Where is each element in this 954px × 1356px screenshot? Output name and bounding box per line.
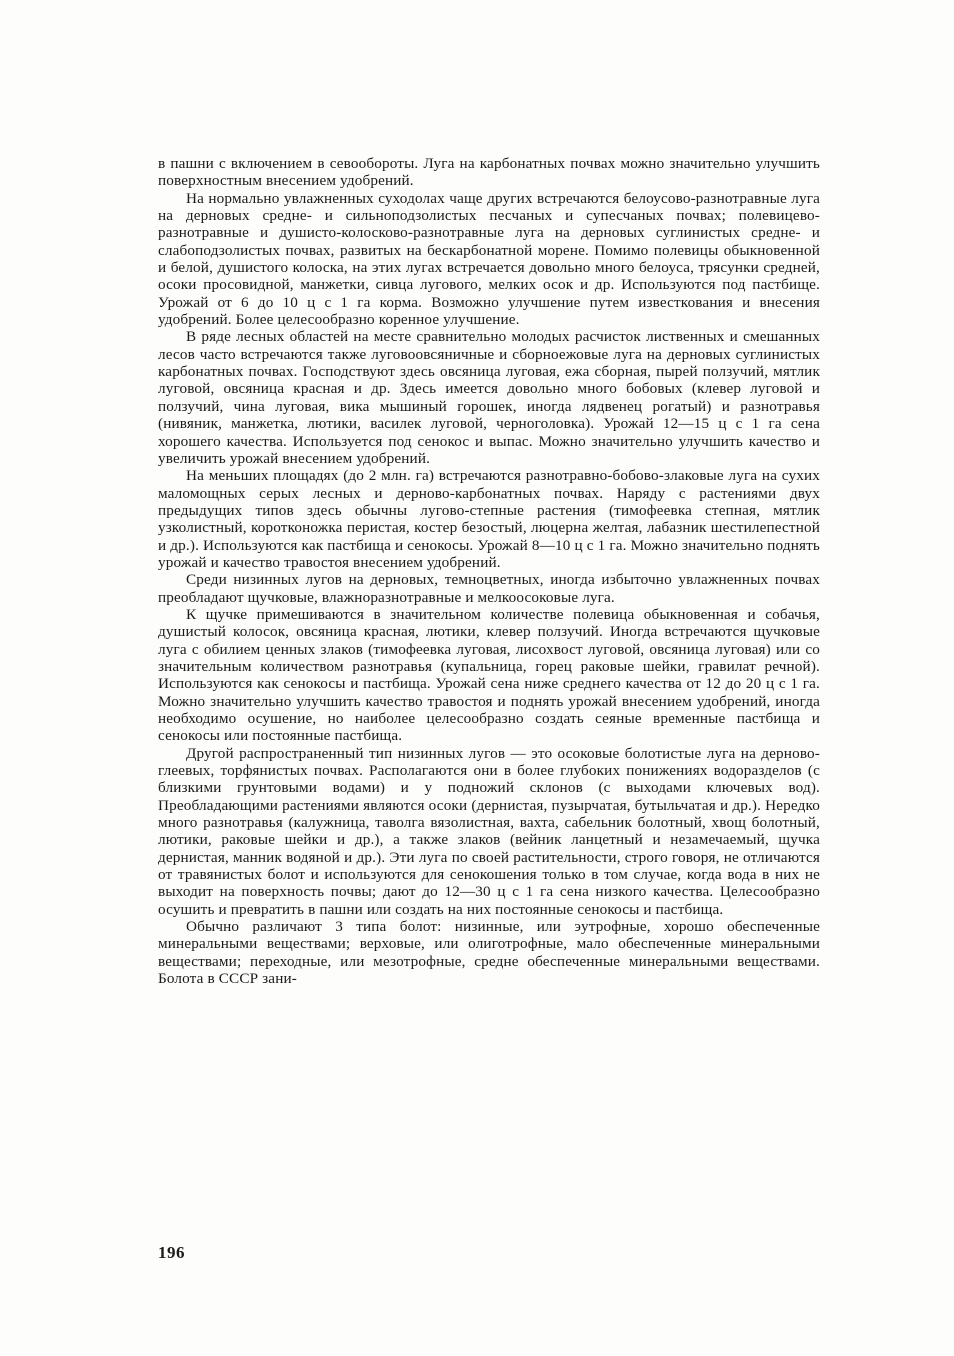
- paragraph-sedge-meadows: Другой распространенный тип низинных лугов — это осоковые болотистые луга на дерново-глеевых, торфянистых почвах. Располагаются они в более глубоких понижениях водоразделов (с близкими грунтовыми водами) и у подножий склонов (с выходами ключевых вод). Преобладающими растениями являются осоки (дернистая, пузырчатая, бутыльчатая и др.). Нередко много разнотравья (калужница, таволга вязолистная, вахта, сабельник болотный, хвощ болотный, лютики, раковые шейки и др.), а также злаков (вейник ланцетный и незамечаемый, щучка дернистая, манник водяной и др.). Эти луга по своей растительности, строго говоря, не отличаются от травянистых болот и используются для сенокошения только в том случае, когда вода в них не выходит на поверхность почвы; дают до 12—30 ц с 1 га сена низкого качества. Целесообразно осушить и превратить в пашни или создать на них постоянные сенокосы и пастбища.: [158, 744, 820, 918]
- paragraph-lowland-meadows: Среди низинных лугов на дерновых, темноцветных, иногда избыточно увлажненных почвах преобладают щучковые, влажноразнотравные и мелкоосоковые луга.: [158, 571, 820, 606]
- body-text: [158, 155, 820, 988]
- paragraph-forb-legume-grass: На меньших площадях (до 2 млн. га) встречаются разнотравно-бобово-злаковые луга на сухих маломощных серых лесных и дерново-карбонатных почвах. Наряду с растениями двух предыдущих типов здесь обычны лугово-степные растения (тимофеевка степная, мятлик узколистный, коротконожка перистая, костер безостый, люцерна желтая, лабазник шестилепестной и др.). Используются как пастбища и сенокосы. Урожай 8—10 ц с 1 га. Можно значительно поднять урожай и качество травостоя внесением удобрений.: [158, 467, 820, 571]
- paragraph-dry-meadows: На нормально увлажненных суходолах чаще других встречаются белоусово-разнотравные луга на дерновых средне- и сильноподзолистых песчаных и супесчаных почвах; полевицево-разнотравные и душисто-колосково-разнотравные луга на дерновых суглинистых средне- и слабоподзолистых почвах, развитых на бескарбонатной морене. Помимо полевицы обыкновенной и белой, душистого колоска, на этих лугах встречается довольно много белоуса, трясунки средней, осоки просовидной, манжетки, сивца лугового, мелких осок и др. Используются под пастбище. Урожай от 6 до 10 ц с 1 га корма. Возможно улучшение путем известкования и внесения удобрений. Более целесообразно коренное улучшение.: [158, 189, 820, 329]
- paragraph-continuation: в пашни с включением в севообороты. Луга на карбонатных почвах можно значительно улучшить поверхностным внесением удобрений.: [158, 155, 820, 190]
- paragraph-bog-types: Обычно различают 3 типа болот: низинные, или эутрофные, хорошо обеспеченные минеральными веществами; верховые, или олиготрофные, мало обеспеченные минеральными веществами; переходные, или мезотрофные, средне обеспеченные минеральными веществами. Болота в СССР зани-: [158, 918, 820, 988]
- paragraph-tufted-hairgrass: К щучке примешиваются в значительном количестве полевица обыкновенная и собачья, душистый колосок, овсяница красная, лютики, клевер ползучий. Иногда встречаются щучковые луга с обилием ценных злаков (тимофеевка луговая, лисохвост луговой, овсяница луговая) или со значительным количеством разнотравья (купальница, горец раковые шейки, гравилат речной). Используются как сенокосы и пастбища. Урожай сена ниже среднего качества от 12 до 20 ц с 1 га. Можно значительно улучшить качество травостоя и поднять урожай внесением удобрений, иногда необходимо осушение, но наиболее целесообразно создать сеяные временные пастбища и сенокосы или постоянные пастбища.: [158, 605, 820, 745]
- paragraph-forest-clearings: В ряде лесных областей на месте сравнительно молодых расчисток лиственных и смешанных лесов часто встречаются также луговоовсяничные и сборноежовые луга на дерновых суглинистых карбонатных почвах. Господствуют здесь овсяница луговая, ежа сборная, пырей ползучий, мятлик луговой, овсяница красная и др. Здесь имеется довольно много бобовых (клевер луговой и ползучий, чина луговая, вика мышиный горошек, иногда лядвенец рогатый) и разнотравья (нивяник, манжетка, лютики, василек луговой, черноголовка). Урожай 12—15 ц с 1 га сена хорошего качества. Используется под сенокос и выпас. Можно значительно улучшить качество и увеличить урожай внесением удобрений.: [158, 328, 820, 467]
- page-number: 196: [158, 1243, 185, 1262]
